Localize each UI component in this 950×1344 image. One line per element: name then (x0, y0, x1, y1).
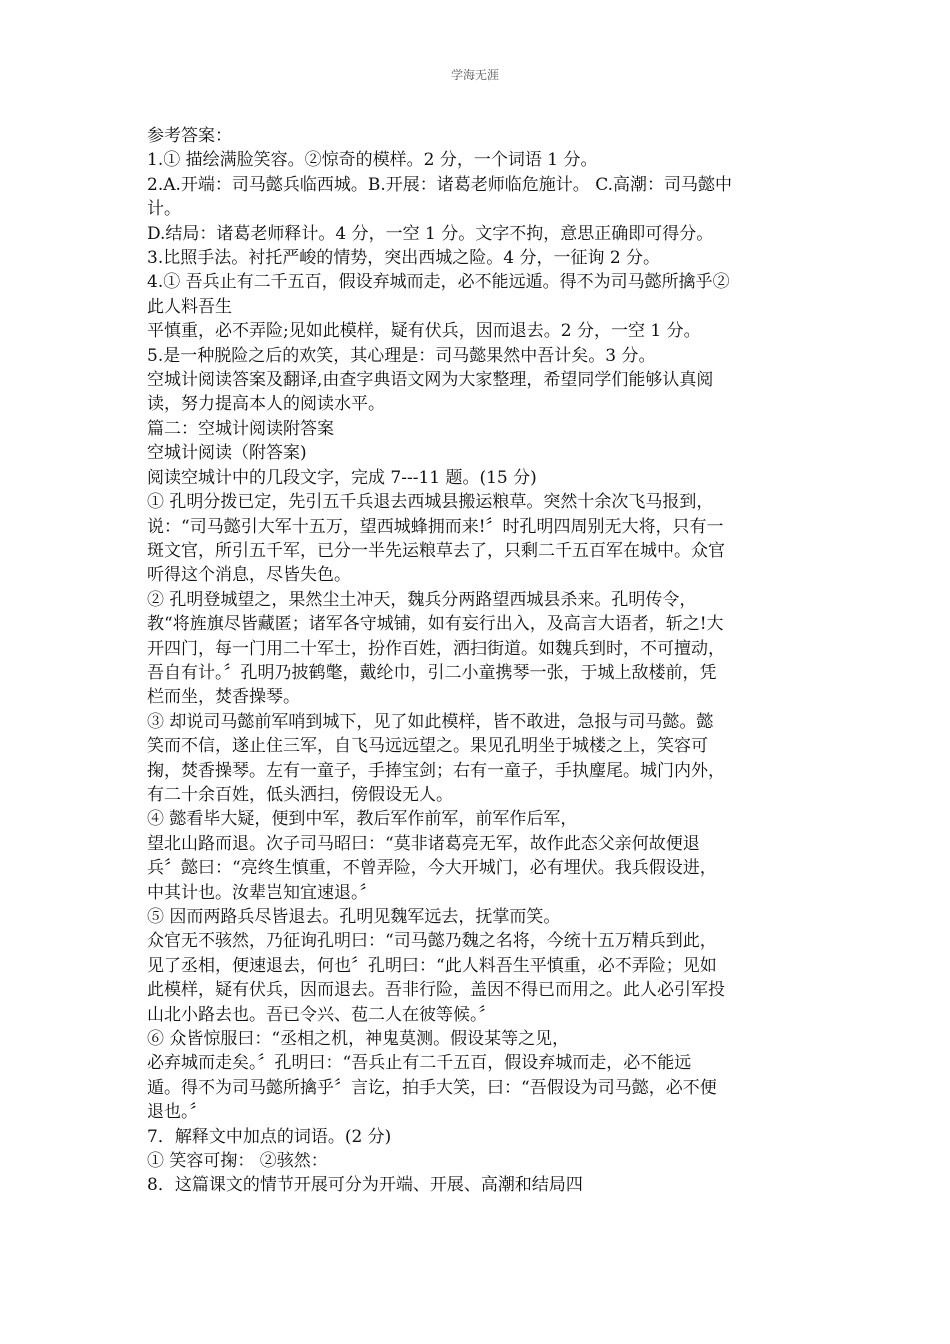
text-line: 7．解释文中加点的词语。(2 分) (147, 1126, 392, 1147)
text-line: 教“将旌旗尽皆藏匿；诸军各守城铺，如有妄行出入，及高言大语者，斩之!大 (147, 614, 724, 635)
text-line: 退也。〞 (147, 1102, 207, 1123)
text-line: 有二十余百姓，低头洒扫，傍假设无人。 (147, 784, 453, 805)
text-line: ① 笑容可掬： ②骇然： (147, 1151, 328, 1172)
text-line: ② 孔明登城望之，果然尘土冲天，魏兵分两路望西城县杀来。孔明传令， (147, 589, 697, 610)
text-line: 4.① 吾兵止有二千五百，假设弃城而走，必不能远遁。得不为司马懿所擒乎② (147, 272, 730, 293)
text-line: ③ 却说司马懿前军哨到城下，见了如此模样，皆不敢进，急报与司马懿。懿 (147, 711, 714, 732)
text-line: 众官无不骇然，乃征询孔明曰：“司马懿乃魏之名将，今统十五万精兵到此， (147, 931, 717, 952)
text-line: 读，努力提高本人的阅读水平。 (147, 394, 385, 415)
text-line: ⑥ 众皆惊服曰：“丞相之机，神鬼莫测。假设某等之见， (147, 1029, 570, 1050)
text-line: 2.A.开端：司马懿兵临西城。B.开展：诸葛老师临危施计。 C.高潮：司马懿中 (147, 174, 733, 195)
text-line: 3.比照手法。衬托严峻的情势，突出西城之险。4 分，一征询 2 分。 (147, 248, 661, 269)
text-line: 1.① 描绘满脸笑容。②惊奇的模样。2 分，一个词语 1 分。 (147, 150, 598, 171)
page-header: 学海无涯 (450, 68, 499, 82)
text-line: ④ 懿看毕大疑，便到中军，教后军作前军，前军作后军， (147, 809, 578, 830)
text-line: 空城计阅读答案及翻译,由查字典语文网为大家整理，希望同学们能够认真阅 (147, 370, 714, 391)
text-line: 山北小路去也。吾已令兴、苞二人在彼等候。〞 (147, 1004, 496, 1025)
text-line: 必弃城而走矣。〞孔明曰：“吾兵止有二千五百，假设弃城而走，必不能远 (147, 1053, 692, 1074)
text-line: 兵〞懿曰：“亮终生慎重，不曾弄险，今大开城门，必有埋伏。我兵假设进， (147, 858, 717, 879)
text-line: 5.是一种脱险之后的欢笑，其心理是：司马懿果然中吾计矣。3 分。 (147, 345, 656, 366)
text-line: D.结局：诸葛老师释计。4 分，一空 1 分。文字不拘，意思正确即可得分。 (147, 223, 714, 244)
text-line: 计。 (147, 199, 181, 220)
document-body (147, 124, 807, 1198)
text-line: 篇二：空城计阅读附答案 (147, 418, 334, 439)
text-line: 阅读空城计中的几段文字，完成 7---11 题。(15 分) (147, 467, 537, 488)
text-line: 斑文官，所引五千军，已分一半先运粮草去了，只剩二千五百军在城中。众官 (147, 540, 725, 561)
text-line: 听得这个消息，尽皆失色。 (147, 565, 351, 586)
text-line: 空城计阅读（附答案) (147, 443, 307, 464)
text-line: 8．这篇课文的情节开展可分为开端、开展、高潮和结局四 (147, 1175, 583, 1196)
text-line: 吾自有计。〞孔明乃披鹤氅，戴纶巾，引二小童携琴一张，于城上敌楼前，凭 (147, 662, 717, 683)
text-line: 中其计也。汝辈岂知宜速退。〞 (147, 882, 377, 903)
text-line: 说：“司马懿引大军十五万，望西城蜂拥而来!〞时孔明四周别无大将，只有一 (147, 516, 724, 537)
text-line: 遁。得不为司马懿所擒乎〞言讫，拍手大笑，曰：“吾假设为司马懿，必不便 (147, 1077, 717, 1098)
text-line: ① 孔明分拨已定，先引五千兵退去西城县搬运粮草。突然十余次飞马报到， (147, 492, 714, 513)
text-line: 此人料吾生 (147, 296, 232, 317)
text-line: 掬，焚香操琴。左有一童子，手捧宝剑；右有一童子，手执麈尾。城门内外， (147, 760, 725, 781)
text-line: ⑤ 因而两路兵尽皆退去。孔明见魏军远去，抚掌而笑。 (147, 907, 561, 927)
text-line: 笑而不信，遂止住三军，自飞马远远望之。果见孔明坐于城楼之上，笑容可 (147, 736, 708, 757)
text-line: 开四门，每一门用二十军士，扮作百姓，洒扫街道。如魏兵到时，不可擅动， (147, 638, 725, 659)
text-line: 参考答案： (147, 126, 232, 146)
text-line: 平慎重，必不弄险;见如此模样，疑有伏兵，因而退去。2 分，一空 1 分。 (147, 321, 701, 342)
text-line: 此模样，疑有伏兵，因而退去。吾非行险，盖因不得已而用之。此人必引军投 (147, 980, 725, 1001)
text-line: 见了丞相，便速退去，何也〞孔明曰：“此人料吾生平慎重，必不弄险；见如 (147, 955, 717, 976)
text-line: 栏而坐，焚香操琴。 (147, 687, 300, 708)
text-line: 望北山路而退。次子司马昭曰：“莫非诸葛亮无军，故作此态父亲何故便退 (147, 833, 700, 854)
